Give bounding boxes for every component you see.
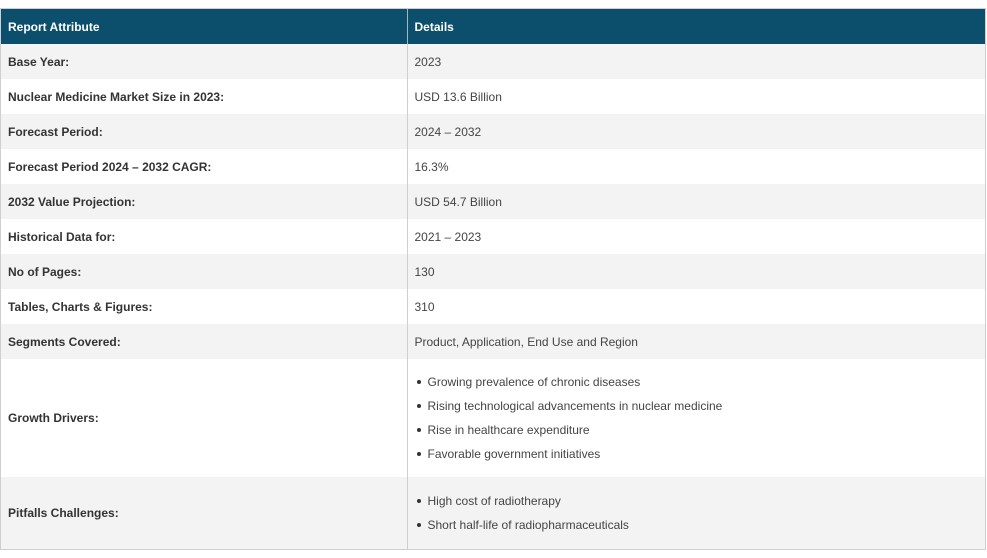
table-row	[1, 114, 985, 149]
list-item-text: Growing prevalence of chronic diseases	[427, 375, 641, 389]
report-table	[1, 9, 985, 549]
list-item	[415, 442, 979, 466]
list-item-text: Favorable government initiatives	[427, 447, 601, 461]
row-label: Nuclear Medicine Market Size in 2023:	[1, 79, 407, 114]
growth-drivers-list	[415, 370, 979, 466]
growth-drivers-row	[1, 359, 985, 477]
list-item-text: High cost of radiotherapy	[427, 494, 561, 508]
row-value: USD 13.6 Billion	[407, 79, 985, 114]
table-row	[1, 254, 985, 289]
list-item	[415, 370, 979, 394]
row-value: 16.3%	[407, 149, 985, 184]
row-label: No of Pages:	[1, 254, 407, 289]
table-row	[1, 149, 985, 184]
table-row	[1, 184, 985, 219]
header-details: Details	[407, 9, 985, 44]
row-value: 2023	[407, 44, 985, 79]
pitfalls-list	[415, 489, 979, 537]
list-item-text: Rising technological advancements in nuclear medicine	[427, 399, 723, 413]
row-label: Base Year:	[1, 44, 407, 79]
bullet-icon	[417, 523, 421, 527]
table-row	[1, 324, 985, 359]
bullet-icon	[417, 380, 421, 384]
row-value: USD 54.7 Billion	[407, 184, 985, 219]
row-value: 130	[407, 254, 985, 289]
row-value: 2024 – 2032	[407, 114, 985, 149]
list-item-text: Short half-life of radiopharmaceuticals	[427, 518, 629, 532]
table-row	[1, 219, 985, 254]
table-row	[1, 44, 985, 79]
table-row	[1, 289, 985, 324]
row-value: 310	[407, 289, 985, 324]
bullet-icon	[417, 428, 421, 432]
growth-drivers-label: Growth Drivers:	[1, 359, 407, 477]
row-label: Segments Covered:	[1, 324, 407, 359]
row-label: Tables, Charts & Figures:	[1, 289, 407, 324]
list-item	[415, 489, 979, 513]
row-label: Forecast Period 2024 – 2032 CAGR:	[1, 149, 407, 184]
row-label: Forecast Period:	[1, 114, 407, 149]
bullet-icon	[417, 499, 421, 503]
growth-drivers-value	[407, 359, 985, 477]
bullet-icon	[417, 452, 421, 456]
row-value: Product, Application, End Use and Region	[407, 324, 985, 359]
pitfalls-label: Pitfalls Challenges:	[1, 477, 407, 549]
row-value: 2021 – 2023	[407, 219, 985, 254]
table-header-row	[1, 9, 985, 44]
table-row	[1, 79, 985, 114]
report-attributes-table	[0, 8, 986, 550]
pitfalls-value	[407, 477, 985, 549]
row-label: 2032 Value Projection:	[1, 184, 407, 219]
header-report-attribute: Report Attribute	[1, 9, 407, 44]
list-item-text: Rise in healthcare expenditure	[427, 423, 590, 437]
list-item	[415, 394, 979, 418]
pitfalls-row	[1, 477, 985, 549]
list-item	[415, 418, 979, 442]
row-label: Historical Data for:	[1, 219, 407, 254]
bullet-icon	[417, 404, 421, 408]
list-item	[415, 513, 979, 537]
